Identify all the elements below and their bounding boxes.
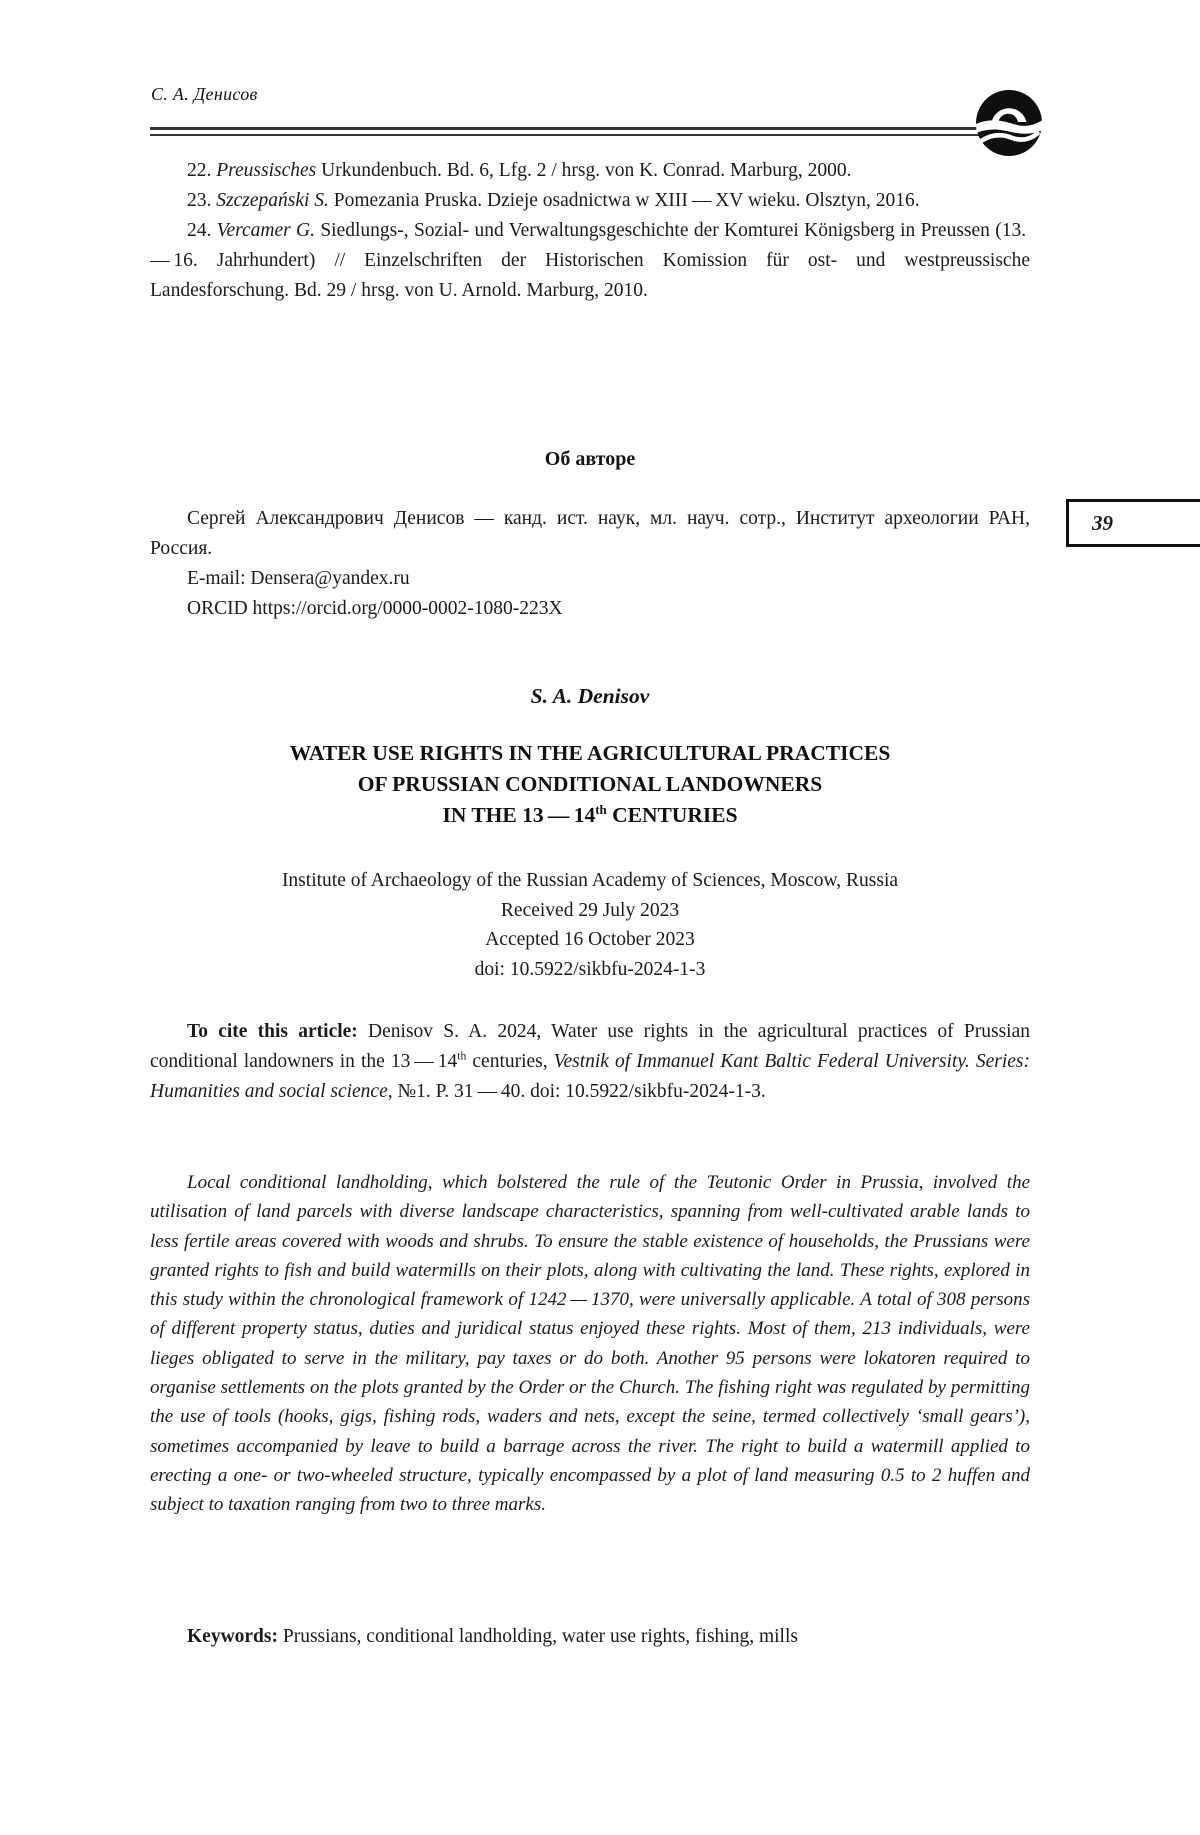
reference-item [150,156,1030,186]
reference-item [150,216,1030,306]
article-title-line: IN THE 13 — 14th CENTURIES [442,802,738,827]
header-rule [150,127,984,136]
citation-paragraph [150,1017,1030,1107]
ordinal-superscript: th [457,1049,467,1063]
author-email: E-mail: Densera@yandex.ru [187,568,410,589]
article-title [150,738,1030,831]
running-header-author: С. А. Денисов [151,84,258,104]
reference-text: Urkundenbuch. Bd. 6, Lfg. 2 / hrsg. von K. Conrad. Marburg, 2000. [316,160,852,181]
reference-number: 23. [187,190,217,211]
reference-number: 22. [187,160,217,181]
article-title-line: OF PRUSSIAN CONDITIONAL LANDOWNERS [357,772,823,796]
reference-author: Szczepański S. [216,190,329,211]
reference-author: Vercamer G. [216,220,315,241]
citation-text: Denisov S. A. 2024, Water use rights in the agricultural practices of Prussian conditional landowners in the 13 — 14 [150,1021,1031,1072]
journal-name: Vestnik of Immanuel Kant Baltic Federal University. Series: Humanities and social science [150,1051,1031,1102]
received-date: Received 29 July 2023 [500,899,680,921]
keywords-line [150,1626,1030,1648]
author-orcid: ORCID https://orcid.org/0000-0002-1080-223X [187,598,563,619]
journal-logo-icon [974,88,1044,158]
abstract-paragraph: Local conditional landholding, which bolstered the rule of the Teutonic Order in Prussia, involved the utilisation of land parcels with diverse landscape characteristics, spanning from well-cultivated arable lands to less fertile areas covered with woods and shrubs. To ensure the stable existence of households, the Prussians were granted rights to fish and build watermills on their plots, along with cultivating the land. These rights, explored in this study within the chronological framework of 1242 — 1370, were universally applicable. A total of 308 persons of different property status, duties and juridical status enjoyed these rights. Most of them, 213 individuals, were lieges obligated to serve in the military, pay taxes or do both. Another 95 persons were lokatoren required to organise settlements on the plots granted by the Order or the Church. The fishing right was regulated by permitting the use of tools (hooks, gigs, fishing rods, waders and nets, except the seine, termed collectively ‘small gears’), sometimes accompanied by leave to build a barrage across the river. The right to build a watermill applied to erecting a one- or two-wheeled structure, typically encompassed by a plot of land measuring 0.5 to 2 huffen and subject to taxation ranging from two to three marks. [150,1172,1030,1516]
reference-text: Pomezania Pruska. Dzieje osadnictwa w XIII — XV wieku. Olsztyn, 2016. [328,190,920,211]
ordinal-superscript: th [595,802,607,817]
affiliation: Institute of Archaeology of the Russian Academy of Sciences, Moscow, Russia [281,870,899,891]
doi: doi: 10.5922/sikbfu-2024-1-3 [474,958,706,980]
reference-author: Preussisches [216,160,317,181]
article-author: S. A. Denisov [530,684,650,708]
accepted-date: Accepted 16 October 2023 [485,929,695,950]
author-bio: Сергей Александрович Денисов — канд. ист. наук, мл. науч. сотр., Институт археологии РАН, Россия. [150,508,1030,559]
keywords-text: Prussians, conditional landholding, water use rights, fishing, mills [282,1626,798,1647]
citation-text: centuries, [466,1051,554,1072]
about-author-block [150,504,1030,624]
about-author-heading: Об авторе [544,448,636,470]
citation-label: To cite this article: [187,1021,369,1042]
reference-list [150,156,1030,306]
article-title-line: WATER USE RIGHTS IN THE AGRICULTURAL PRACTICES [289,741,891,765]
page-number-box [1066,499,1200,547]
reference-text: Siedlungs-, Sozial- und Verwaltungsgeschichte der Komturei Königsberg in Preussen (13. — 16. Jahrhundert) // Einzelschriften der Historischen Komission für ost- und westpreussische Landesforschung. Bd. 29 / hrsg. von U. Arnold. Marburg, 2010. [150,220,1031,301]
keywords-label: Keywords: [187,1626,283,1647]
reference-number: 24. [187,220,217,241]
citation-text: , №1. P. 31 — 40. doi: 10.5922/sikbfu-2024-1-3. [387,1081,766,1102]
reference-item [150,186,1030,216]
article-meta [150,866,1030,984]
page-number: 39 [1092,510,1113,535]
